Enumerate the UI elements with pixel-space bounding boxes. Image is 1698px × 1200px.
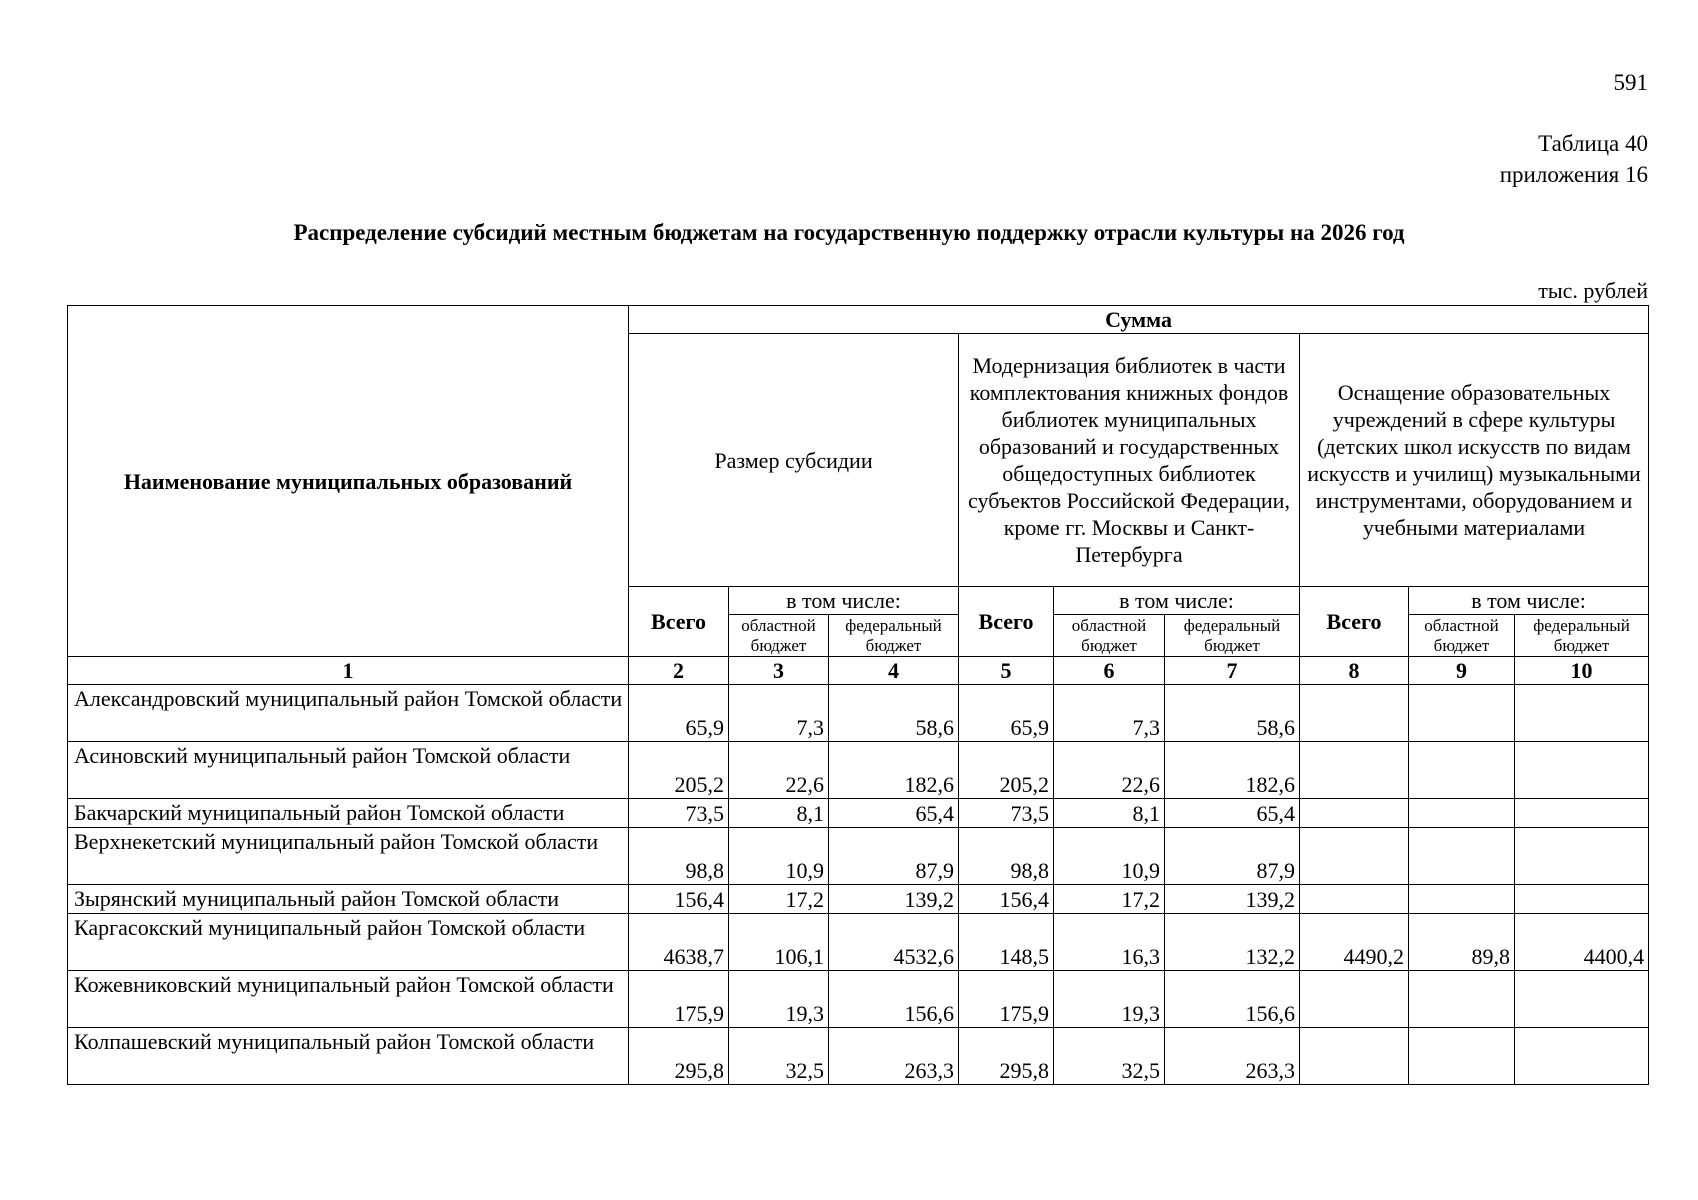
column-number: 6 (1054, 657, 1165, 685)
value-cell: 32,5 (729, 1028, 829, 1085)
value-cell (1300, 971, 1409, 1028)
value-cell: 22,6 (1054, 742, 1165, 799)
value-cell (1409, 828, 1515, 885)
value-cell: 205,2 (629, 742, 729, 799)
header-library-modernization: Модернизация библиотек в части комплектования книжных фондов библиотек муниципальных образований и государственных общедоступных библиотек субъектов Российской Федерации, кроме гг. Москвы и Санкт-Петербурга (959, 334, 1300, 587)
column-number: 3 (729, 657, 829, 685)
value-cell: 4532,6 (829, 914, 959, 971)
value-cell: 65,4 (829, 799, 959, 828)
value-cell: 182,6 (829, 742, 959, 799)
value-cell: 87,9 (1165, 828, 1300, 885)
value-cell: 22,6 (729, 742, 829, 799)
value-cell: 58,6 (1165, 685, 1300, 742)
value-cell: 295,8 (629, 1028, 729, 1085)
value-cell: 65,9 (629, 685, 729, 742)
value-cell: 65,9 (959, 685, 1054, 742)
value-cell: 182,6 (1165, 742, 1300, 799)
value-cell: 4400,4 (1515, 914, 1649, 971)
header-equipment: Оснащение образовательных учреждений в сфере культуры (детских школ искусств по видам искусств и училищ) музыкальными инструментами, оборудованием и учебными материалами (1300, 334, 1649, 587)
value-cell: 65,4 (1165, 799, 1300, 828)
municipality-name: Александровский муниципальный район Томской области (68, 685, 629, 742)
value-cell: 98,8 (629, 828, 729, 885)
column-number: 7 (1165, 657, 1300, 685)
municipality-name: Кожевниковский муниципальный район Томской области (68, 971, 629, 1028)
header-subsidy-size: Размер субсидии (629, 334, 959, 587)
column-number: 5 (959, 657, 1054, 685)
value-cell: 8,1 (729, 799, 829, 828)
value-cell: 7,3 (1054, 685, 1165, 742)
table-row (68, 885, 1649, 914)
value-cell: 10,9 (729, 828, 829, 885)
value-cell (1409, 742, 1515, 799)
value-cell: 8,1 (1054, 799, 1165, 828)
column-number: 4 (829, 657, 959, 685)
value-cell: 19,3 (729, 971, 829, 1028)
value-cell: 87,9 (829, 828, 959, 885)
header-total-2: Всего (959, 587, 1054, 657)
value-cell: 17,2 (729, 885, 829, 914)
column-number: 9 (1409, 657, 1515, 685)
value-cell: 205,2 (959, 742, 1054, 799)
value-cell: 106,1 (729, 914, 829, 971)
value-cell (1409, 685, 1515, 742)
column-number: 2 (629, 657, 729, 685)
value-cell: 89,8 (1409, 914, 1515, 971)
value-cell: 175,9 (629, 971, 729, 1028)
value-cell: 4638,7 (629, 914, 729, 971)
value-cell: 148,5 (959, 914, 1054, 971)
header-sum: Сумма (629, 306, 1649, 334)
table-row (68, 799, 1649, 828)
value-cell: 32,5 (1054, 1028, 1165, 1085)
value-cell: 73,5 (629, 799, 729, 828)
value-cell (1515, 742, 1649, 799)
page-number: 591 (1613, 70, 1648, 95)
value-cell: 156,4 (959, 885, 1054, 914)
column-number: 10 (1515, 657, 1649, 685)
subsidy-table (67, 305, 1649, 1085)
header-regional-3: областной бюджет (1409, 615, 1515, 657)
value-cell: 10,9 (1054, 828, 1165, 885)
value-cell (1300, 742, 1409, 799)
document-title: Распределение субсидий местным бюджетам на государственную поддержку отрасли культуры на 2026 год (293, 220, 1405, 245)
value-cell (1515, 971, 1649, 1028)
table-row (68, 971, 1649, 1028)
value-cell: 4490,2 (1300, 914, 1409, 971)
value-cell (1409, 971, 1515, 1028)
header-regional-2: областной бюджет (1054, 615, 1165, 657)
municipality-name: Колпашевский муниципальный район Томской области (68, 1028, 629, 1085)
table-row (68, 914, 1649, 971)
value-cell (1515, 799, 1649, 828)
value-cell (1300, 828, 1409, 885)
value-cell (1409, 1028, 1515, 1085)
value-cell: 139,2 (829, 885, 959, 914)
value-cell: 295,8 (959, 1028, 1054, 1085)
municipality-name: Зырянский муниципальный район Томской области (68, 885, 629, 914)
header-federal-2: федеральный бюджет (1165, 615, 1300, 657)
value-cell: 156,6 (1165, 971, 1300, 1028)
value-cell: 156,6 (829, 971, 959, 1028)
value-cell: 58,6 (829, 685, 959, 742)
column-number: 1 (68, 657, 629, 685)
municipality-name: Каргасокский муниципальный район Томской области (68, 914, 629, 971)
value-cell (1515, 828, 1649, 885)
value-cell: 16,3 (1054, 914, 1165, 971)
table-reference-line-2: приложения 16 (1499, 162, 1648, 187)
value-cell: 175,9 (959, 971, 1054, 1028)
units-label: тыс. рублей (1538, 278, 1648, 303)
column-number: 8 (1300, 657, 1409, 685)
value-cell (1300, 885, 1409, 914)
value-cell (1409, 885, 1515, 914)
header-federal-1: федеральный бюджет (829, 615, 959, 657)
value-cell (1300, 685, 1409, 742)
value-cell: 17,2 (1054, 885, 1165, 914)
value-cell: 132,2 (1165, 914, 1300, 971)
value-cell: 156,4 (629, 885, 729, 914)
table-row (68, 685, 1649, 742)
header-including-3: в том числе: (1409, 587, 1649, 615)
municipality-name: Асиновский муниципальный район Томской области (68, 742, 629, 799)
header-name: Наименование муниципальных образований (68, 306, 629, 657)
value-cell: 139,2 (1165, 885, 1300, 914)
table-row (68, 1028, 1649, 1085)
header-federal-3: федеральный бюджет (1515, 615, 1649, 657)
header-regional-1: областной бюджет (729, 615, 829, 657)
municipality-name: Верхнекетский муниципальный район Томской области (68, 828, 629, 885)
value-cell: 263,3 (829, 1028, 959, 1085)
table-row (68, 828, 1649, 885)
value-cell (1515, 885, 1649, 914)
value-cell: 19,3 (1054, 971, 1165, 1028)
header-including-2: в том числе: (1054, 587, 1300, 615)
table-reference-line-1: Таблица 40 (1538, 131, 1648, 156)
value-cell: 7,3 (729, 685, 829, 742)
value-cell (1515, 1028, 1649, 1085)
value-cell (1300, 1028, 1409, 1085)
value-cell (1409, 799, 1515, 828)
value-cell: 73,5 (959, 799, 1054, 828)
header-including-1: в том числе: (729, 587, 959, 615)
table-reference (1500, 128, 1648, 190)
header-total-3: Всего (1300, 587, 1409, 657)
table-row (68, 742, 1649, 799)
value-cell (1515, 685, 1649, 742)
header-total-1: Всего (629, 587, 729, 657)
value-cell: 98,8 (959, 828, 1054, 885)
value-cell: 263,3 (1165, 1028, 1300, 1085)
value-cell (1300, 799, 1409, 828)
municipality-name: Бакчарский муниципальный район Томской области (68, 799, 629, 828)
